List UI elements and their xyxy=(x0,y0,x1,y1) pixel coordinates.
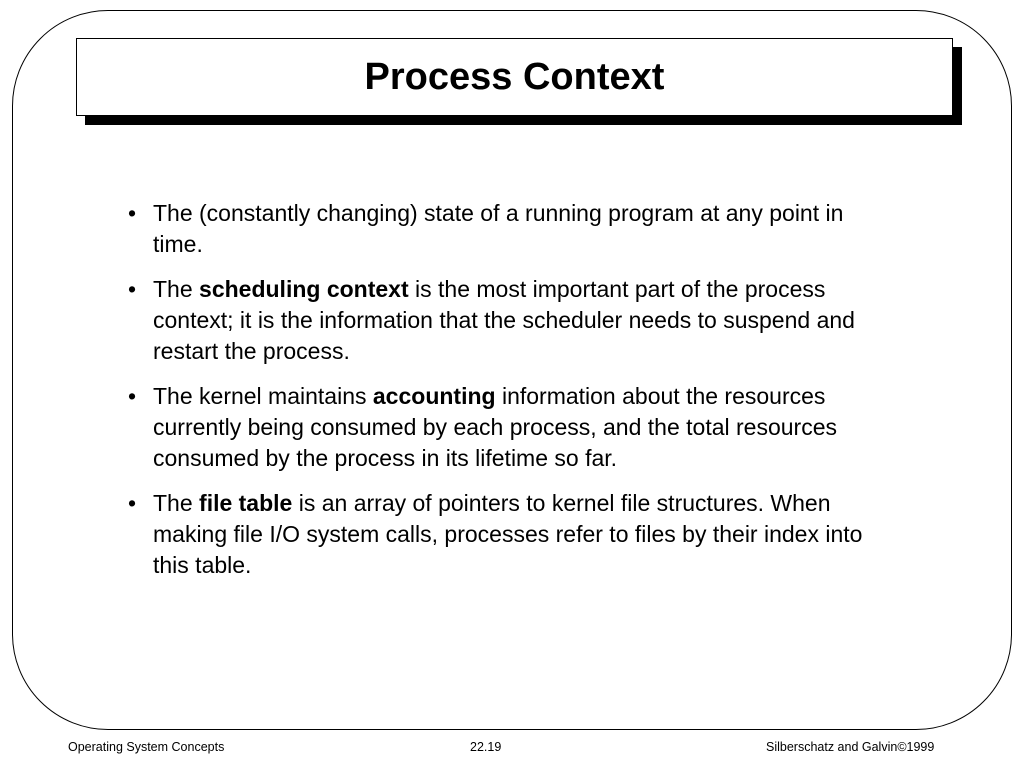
bullet-dot-icon: • xyxy=(128,383,137,409)
footer-authors: Silberschatz and Galvin©1999 xyxy=(766,740,935,754)
slide-title: Process Context xyxy=(364,55,665,98)
footer-course-title: Operating System Concepts xyxy=(68,740,225,754)
bullet-bold-text: scheduling context xyxy=(199,276,409,302)
bullet-text: The (constantly changing) state of a running program at any point in time. xyxy=(153,200,844,257)
bullet-bold-text: accounting xyxy=(372,383,496,409)
bullet-list xyxy=(128,198,868,595)
bullet-item-4 xyxy=(128,488,868,581)
bullet-text: The kernel maintains xyxy=(153,383,373,409)
bullet-item-1 xyxy=(128,198,868,260)
bullet-text: The xyxy=(153,276,200,302)
bullet-text: The xyxy=(153,490,200,516)
bullet-dot-icon: • xyxy=(128,276,137,302)
bullet-dot-icon: • xyxy=(128,490,137,516)
footer-page-number: 22.19 xyxy=(470,740,502,754)
bullet-bold-text: file table xyxy=(199,490,293,516)
bullet-dot-icon: • xyxy=(128,200,137,226)
bullet-text-post: is the most important part of the process context; it is the information that the scheduler needs to suspend and restart the process. xyxy=(153,276,855,364)
bullet-item-3 xyxy=(128,381,868,474)
bullet-item-2 xyxy=(128,274,868,367)
bullet-text-post: information about the resources currently being consumed by each process, and the total resources consumed by the process in its lifetime so far. xyxy=(153,383,837,471)
title-box xyxy=(76,38,953,116)
bullet-text-post: is an array of pointers to kernel file structures. When making file I/O system calls, processes refer to files by their index into this table. xyxy=(153,490,863,578)
